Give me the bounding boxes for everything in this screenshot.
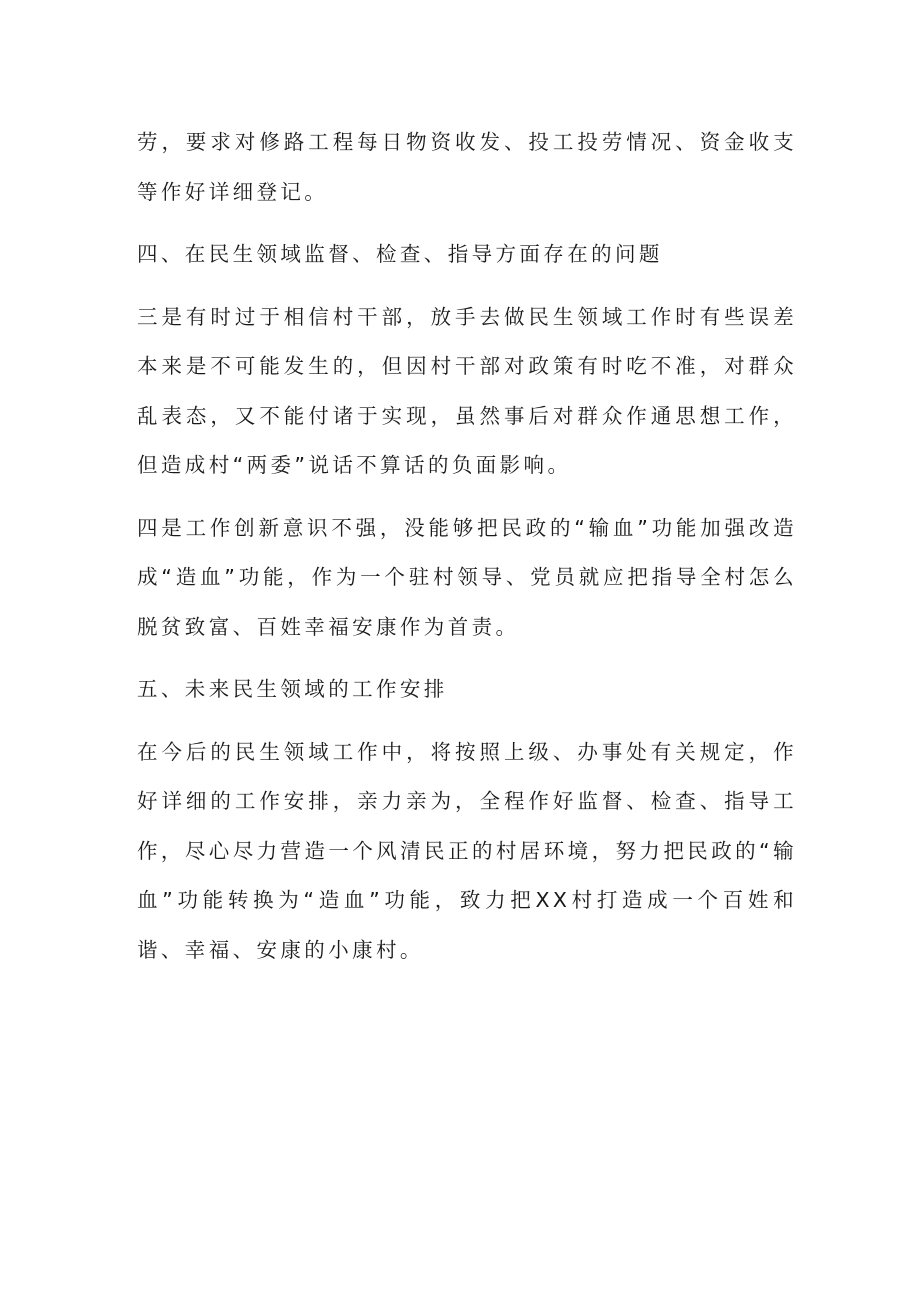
section-heading-five: 五、未来民生领域的工作安排 [137, 677, 448, 701]
paragraph-continuation: 劳，要求对修路工程每日物资收发、投工投劳情况、资金收支等作好详细登记。 [137, 130, 797, 204]
section-heading-four: 四、在民生领域监督、检查、指导方面存在的问题 [137, 242, 663, 266]
document-body [137, 118, 797, 975]
paragraph-point-three: 三是有时过于相信村干部，放手去做民生领域工作时有些误差本来是不可能发生的，但因村干部对政策有时吃不准，对群众乱表态，又不能付诸于实现，虽然事后对群众作通思想工作，但造成村“两委”说话不算话的负面影响。 [137, 304, 797, 477]
paragraph-point-four: 四是工作创新意识不强，没能够把民政的“输血”功能加强改造成“造血”功能，作为一个驻村领导、党员就应把指导全村怎么脱贫致富、百姓幸福安康作为首责。 [137, 515, 797, 639]
paragraph-work-plan: 在今后的民生领域工作中，将按照上级、办事处有关规定，作好详细的工作安排，亲力亲为，全程作好监督、检查、指导工作，尽心尽力营造一个风清民正的村居环境，努力把民政的“输血”功能转换为“造血”功能，致力把XX村打造成一个百姓和谐、幸福、安康的小康村。 [137, 739, 797, 962]
